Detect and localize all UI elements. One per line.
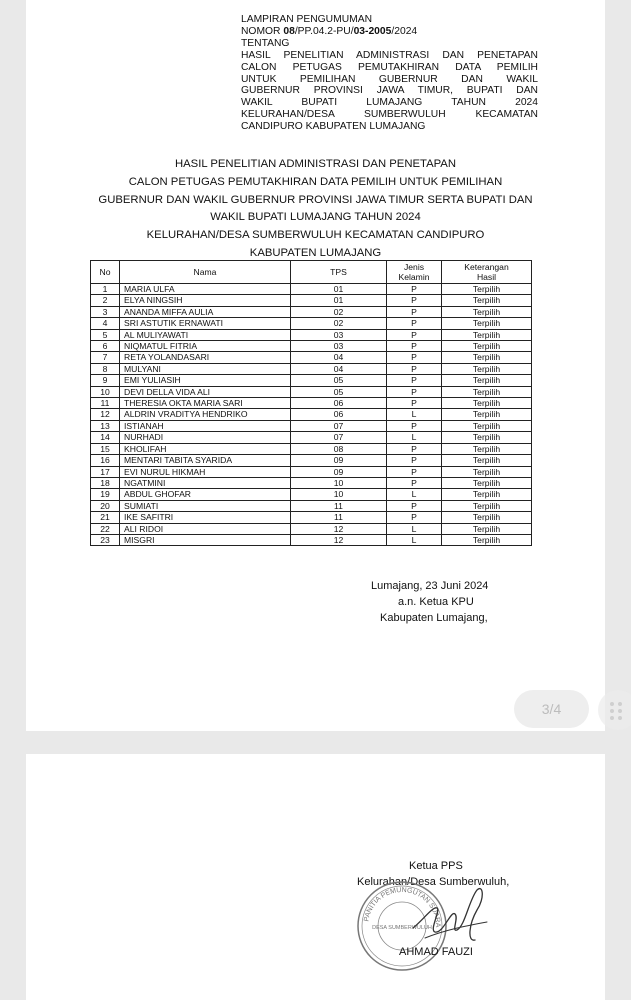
header-body-line: GUBERNUR PROVINSI JAWA TIMUR, BUPATI DAN xyxy=(241,85,538,97)
row-result: Terpilih xyxy=(442,341,532,352)
row-number: 16 xyxy=(91,455,120,466)
row-gender: L xyxy=(387,409,442,420)
row-number: 10 xyxy=(91,386,120,397)
row-gender: P xyxy=(387,341,442,352)
drag-handle-icon[interactable] xyxy=(598,690,631,730)
row-gender: L xyxy=(387,432,442,443)
row-name: ANANDA MIFFA AULIA xyxy=(120,306,291,317)
row-number: 13 xyxy=(91,420,120,431)
signer-role: a.n. Ketua KPU xyxy=(398,596,474,608)
row-result: Terpilih xyxy=(442,386,532,397)
row-name: NIQMATUL FITRIA xyxy=(120,341,291,352)
row-result: Terpilih xyxy=(442,329,532,340)
row-tps: 09 xyxy=(291,455,387,466)
row-gender: P xyxy=(387,386,442,397)
row-tps: 05 xyxy=(291,386,387,397)
header-jenis-kelamin: Jenis Kelamin xyxy=(387,261,442,284)
row-result: Terpilih xyxy=(442,432,532,443)
header-body-line: CALON PETUGAS PEMUTAKHIRAN DATA PEMILIH xyxy=(241,61,538,73)
row-number: 19 xyxy=(91,489,120,500)
row-gender: P xyxy=(387,420,442,431)
row-gender: P xyxy=(387,363,442,374)
results-table xyxy=(90,260,532,546)
row-tps: 04 xyxy=(291,363,387,374)
row-number: 20 xyxy=(91,500,120,511)
table-row xyxy=(91,306,532,317)
header-tps: TPS xyxy=(291,261,387,284)
row-tps: 10 xyxy=(291,489,387,500)
row-result: Terpilih xyxy=(442,363,532,374)
title-line: WAKIL BUPATI LUMAJANG TAHUN 2024 xyxy=(210,211,421,224)
row-result: Terpilih xyxy=(442,318,532,329)
table-row xyxy=(91,466,532,477)
row-number: 5 xyxy=(91,329,120,340)
row-result: Terpilih xyxy=(442,295,532,306)
row-tps: 04 xyxy=(291,352,387,363)
row-name: NGATMINI xyxy=(120,477,291,488)
row-gender: L xyxy=(387,534,442,545)
row-tps: 12 xyxy=(291,523,387,534)
page-indicator: 3/4 xyxy=(514,690,589,728)
stamp-ring-text: PANITIA PEMUNGUTAN SUARA xyxy=(363,886,442,928)
row-tps: 06 xyxy=(291,398,387,409)
row-gender: P xyxy=(387,443,442,454)
row-tps: 12 xyxy=(291,534,387,545)
row-gender: P xyxy=(387,329,442,340)
row-result: Terpilih xyxy=(442,284,532,295)
row-result: Terpilih xyxy=(442,306,532,317)
row-number: 7 xyxy=(91,352,120,363)
table-row xyxy=(91,341,532,352)
signer-institution: Kabupaten Lumajang, xyxy=(380,612,488,624)
row-gender: P xyxy=(387,306,442,317)
row-gender: P xyxy=(387,295,442,306)
title-line: KABUPATEN LUMAJANG xyxy=(249,246,382,259)
table-row xyxy=(91,398,532,409)
place-date: Lumajang, 23 Juni 2024 xyxy=(371,580,489,592)
row-number: 14 xyxy=(91,432,120,443)
row-gender: P xyxy=(387,284,442,295)
table-row xyxy=(91,386,532,397)
row-result: Terpilih xyxy=(442,512,532,523)
row-name: ALI RIDOI xyxy=(120,523,291,534)
table-row xyxy=(91,284,532,295)
table-row xyxy=(91,512,532,523)
row-gender: L xyxy=(387,489,442,500)
table-row xyxy=(91,295,532,306)
header-body-line: CANDIPURO KABUPATEN LUMAJANG xyxy=(241,121,426,133)
header-body-line: UNTUK PEMILIHAN GUBERNUR DAN WAKIL xyxy=(241,73,538,85)
row-number: 11 xyxy=(91,398,120,409)
row-gender: P xyxy=(387,466,442,477)
table-row xyxy=(91,523,532,534)
row-number: 18 xyxy=(91,477,120,488)
row-result: Terpilih xyxy=(442,352,532,363)
row-name: ISTIANAH xyxy=(120,420,291,431)
row-result: Terpilih xyxy=(442,455,532,466)
header-body-line: WAKIL BUPATI LUMAJANG TAHUN 2024 xyxy=(241,97,538,109)
row-number: 21 xyxy=(91,512,120,523)
row-result: Terpilih xyxy=(442,443,532,454)
row-gender: P xyxy=(387,352,442,363)
table-body xyxy=(91,284,532,546)
row-number: 17 xyxy=(91,466,120,477)
table-row xyxy=(91,420,532,431)
table-row xyxy=(91,375,532,386)
header-nama: Nama xyxy=(120,261,291,284)
handwritten-signature xyxy=(405,880,495,955)
document-page-3 xyxy=(26,0,605,731)
row-result: Terpilih xyxy=(442,477,532,488)
row-result: Terpilih xyxy=(442,466,532,477)
row-number: 23 xyxy=(91,534,120,545)
row-result: Terpilih xyxy=(442,409,532,420)
row-tps: 11 xyxy=(291,500,387,511)
row-tps: 01 xyxy=(291,284,387,295)
row-gender: P xyxy=(387,375,442,386)
row-name: KHOLIFAH xyxy=(120,443,291,454)
row-name: DEVI DELLA VIDA ALI xyxy=(120,386,291,397)
row-tps: 02 xyxy=(291,318,387,329)
attachment-label: LAMPIRAN PENGUMUMAN xyxy=(241,14,373,25)
row-number: 15 xyxy=(91,443,120,454)
row-name: SRI ASTUTIK ERNAWATI xyxy=(120,318,291,329)
row-tps: 03 xyxy=(291,329,387,340)
row-gender: P xyxy=(387,318,442,329)
attachment-header xyxy=(241,14,538,133)
row-number: 6 xyxy=(91,341,120,352)
row-number: 3 xyxy=(91,306,120,317)
row-name: THERESIA OKTA MARIA SARI xyxy=(120,398,291,409)
row-number: 4 xyxy=(91,318,120,329)
row-number: 9 xyxy=(91,375,120,386)
row-number: 8 xyxy=(91,363,120,374)
row-name: SUMIATI xyxy=(120,500,291,511)
table-row xyxy=(91,489,532,500)
row-name: MULYANI xyxy=(120,363,291,374)
row-name: EVI NURUL HIKMAH xyxy=(120,466,291,477)
row-name: MARIA ULFA xyxy=(120,284,291,295)
table-row xyxy=(91,500,532,511)
row-number: 12 xyxy=(91,409,120,420)
row-tps: 01 xyxy=(291,295,387,306)
row-number: 2 xyxy=(91,295,120,306)
row-gender: P xyxy=(387,398,442,409)
row-gender: P xyxy=(387,455,442,466)
row-tps: 03 xyxy=(291,341,387,352)
table-row xyxy=(91,363,532,374)
row-result: Terpilih xyxy=(442,523,532,534)
row-result: Terpilih xyxy=(442,420,532,431)
row-tps: 07 xyxy=(291,432,387,443)
row-name: MENTARI TABITA SYARIDA xyxy=(120,455,291,466)
announcement-number: NOMOR 08/PP.04.2-PU/03-2005/2024 xyxy=(241,25,418,37)
row-name: MISGRI xyxy=(120,534,291,545)
table-row xyxy=(91,443,532,454)
row-number: 22 xyxy=(91,523,120,534)
table-row xyxy=(91,455,532,466)
header-keterangan-hasil: Keterangan Hasil xyxy=(442,261,532,284)
title-line: KELURAHAN/DESA SUMBERWULUH KECAMATAN CANDIPURO xyxy=(146,229,485,242)
row-result: Terpilih xyxy=(442,375,532,386)
table-row xyxy=(91,534,532,545)
row-name: RETA YOLANDASARI xyxy=(120,352,291,363)
row-tps: 02 xyxy=(291,306,387,317)
title-line: CALON PETUGAS PEMUTAKHIRAN DATA PEMILIH UNTUK PEMILIHAN xyxy=(128,175,503,188)
row-number: 1 xyxy=(91,284,120,295)
table-row xyxy=(91,432,532,443)
table-row xyxy=(91,409,532,420)
tentang-label: TENTANG xyxy=(241,37,290,49)
row-name: IKE SAFITRI xyxy=(120,512,291,523)
row-tps: 10 xyxy=(291,477,387,488)
row-name: ELYA NINGSIH xyxy=(120,295,291,306)
stamp-center-text: DESA SUMBERWULUH xyxy=(372,925,432,931)
pps-role: Ketua PPS xyxy=(409,860,463,872)
title-line: GUBERNUR DAN WAKIL GUBERNUR PROVINSI JAWA TIMUR SERTA BUPATI DAN xyxy=(98,193,533,206)
row-tps: 08 xyxy=(291,443,387,454)
row-result: Terpilih xyxy=(442,398,532,409)
document-title xyxy=(26,156,605,263)
row-result: Terpilih xyxy=(442,534,532,545)
header-body-line: KELURAHAN/DESA SUMBERWULUH KECAMATAN xyxy=(241,109,538,121)
row-name: NURHADI xyxy=(120,432,291,443)
pps-signer-name: AHMAD FAUZI xyxy=(399,946,473,958)
table-row xyxy=(91,352,532,363)
row-tps: 11 xyxy=(291,512,387,523)
row-result: Terpilih xyxy=(442,489,532,500)
row-gender: P xyxy=(387,500,442,511)
table-header-row xyxy=(91,261,532,284)
title-line: HASIL PENELITIAN ADMINISTRASI DAN PENETAPAN xyxy=(174,158,457,170)
row-tps: 06 xyxy=(291,409,387,420)
row-result: Terpilih xyxy=(442,500,532,511)
row-tps: 09 xyxy=(291,466,387,477)
row-name: ALDRIN VRADITYA HENDRIKO xyxy=(120,409,291,420)
header-body-line: HASIL PENELITIAN ADMINISTRASI DAN PENETAPAN xyxy=(241,49,538,61)
row-gender: P xyxy=(387,477,442,488)
row-tps: 07 xyxy=(291,420,387,431)
header-no: No xyxy=(91,261,120,284)
table-row xyxy=(91,329,532,340)
row-name: AL MULIYAWATI xyxy=(120,329,291,340)
row-tps: 05 xyxy=(291,375,387,386)
row-name: EMI YULIASIH xyxy=(120,375,291,386)
table-row xyxy=(91,477,532,488)
kpu-signature-block xyxy=(371,578,531,626)
pps-institution: Kelurahan/Desa Sumberwuluh, xyxy=(357,876,510,888)
row-gender: P xyxy=(387,512,442,523)
table-row xyxy=(91,318,532,329)
row-gender: L xyxy=(387,523,442,534)
row-name: ABDUL GHOFAR xyxy=(120,489,291,500)
